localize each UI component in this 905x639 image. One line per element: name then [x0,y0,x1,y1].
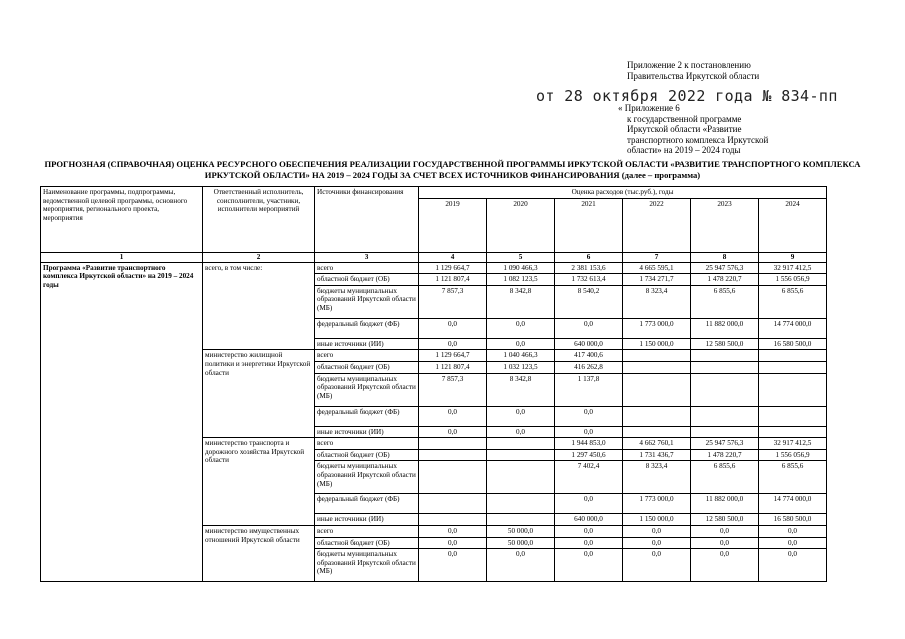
funding-source-cell: бюджеты муниципальных образований Иркутской области (МБ) [315,373,419,406]
amount-cell: 0,0 [623,525,691,537]
executor-cell: министерство жилищной политики и энергетики Иркутской области [203,350,315,438]
table-header-row [41,187,827,199]
decree-government-line: Правительства Иркутской области [627,71,760,81]
amount-cell: 7 857,3 [419,285,487,318]
amount-cell: 1 032 123,5 [487,361,555,373]
amount-cell: 1 556 056,9 [759,274,827,286]
amount-cell: 0,0 [555,537,623,549]
funding-source-cell: всего [315,525,419,537]
amount-cell [759,361,827,373]
amount-cell: 16 580 500,0 [759,514,827,526]
amount-cell: 0,0 [419,537,487,549]
amount-cell: 4 665 595,1 [623,262,691,274]
document-title [40,159,865,180]
amount-cell: 0,0 [487,318,555,338]
header-year: 2024 [759,199,827,253]
amount-cell: 0,0 [419,318,487,338]
amount-cell: 416 262,8 [555,361,623,373]
column-index: 6 [555,253,623,263]
amount-cell [691,426,759,438]
amount-cell: 640 000,0 [555,514,623,526]
column-index: 1 [41,253,203,263]
amount-cell: 25 947 576,3 [691,262,759,274]
amount-cell: 0,0 [419,525,487,537]
amount-cell: 1 150 000,0 [623,338,691,350]
amount-cell: 1 773 000,0 [623,318,691,338]
amount-cell: 417 400,6 [555,350,623,362]
amount-cell: 14 774 000,0 [759,318,827,338]
funding-source-cell: бюджеты муниципальных образований Иркутской области (МБ) [315,549,419,582]
annex-reference [618,103,803,156]
amount-cell: 0,0 [419,338,487,350]
amount-cell: 6 855,6 [691,461,759,494]
amount-cell: 0,0 [759,549,827,582]
header-funding-source: Источники финансирования [315,187,419,253]
amount-cell [487,494,555,514]
funding-table [40,186,827,582]
amount-cell [623,373,691,406]
amount-cell: 50 000,0 [487,537,555,549]
column-index: 2 [203,253,315,263]
funding-source-cell: всего [315,262,419,274]
amount-cell: 1 944 853,0 [555,438,623,450]
column-index: 9 [759,253,827,263]
funding-source-cell: иные источники (ИИ) [315,338,419,350]
amount-cell: 0,0 [419,549,487,582]
amount-cell: 0,0 [419,406,487,426]
amount-cell: 1 150 000,0 [623,514,691,526]
amount-cell: 0,0 [555,318,623,338]
amount-cell: 32 917 412,5 [759,262,827,274]
amount-cell: 0,0 [487,338,555,350]
header-year: 2021 [555,199,623,253]
amount-cell: 8 342,8 [487,373,555,406]
amount-cell [759,406,827,426]
annex-line: транспортного комплекса Иркутской [627,134,769,145]
amount-cell: 1 731 436,7 [623,449,691,461]
executor-cell: всего, в том числе: [203,262,315,350]
amount-cell [691,406,759,426]
amount-cell: 16 580 500,0 [759,338,827,350]
amount-cell: 1 129 664,7 [419,350,487,362]
funding-table-body [41,187,827,582]
amount-cell: 0,0 [419,426,487,438]
annex-line: к государственной программе [627,113,742,124]
amount-cell [419,438,487,450]
amount-cell [623,350,691,362]
amount-cell: 32 917 412,5 [759,438,827,450]
funding-source-cell: всего [315,350,419,362]
amount-cell: 0,0 [555,549,623,582]
column-index: 3 [315,253,419,263]
amount-cell: 0,0 [555,525,623,537]
column-index: 5 [487,253,555,263]
amount-cell [759,350,827,362]
amount-cell [691,361,759,373]
amount-cell: 6 855,6 [691,285,759,318]
header-cost-estimate: Оценка расходов (тыс.руб.), годы [419,187,827,199]
amount-cell [487,461,555,494]
funding-source-cell: бюджеты муниципальных образований Иркутской области (МБ) [315,461,419,494]
amount-cell: 11 882 000,0 [691,318,759,338]
decree-reference [627,60,897,82]
column-index: 4 [419,253,487,263]
table-row [41,262,827,274]
amount-cell: 6 855,6 [759,461,827,494]
funding-source-cell: областной бюджет (ОБ) [315,537,419,549]
amount-cell: 50 000,0 [487,525,555,537]
document-title-line: ПРОГНОЗНАЯ (СПРАВОЧНАЯ) ОЦЕНКА РЕСУРСНОГО ОБЕСПЕЧЕНИЯ РЕАЛИЗАЦИИ ГОСУДАРСТВЕННОЙ ПРОГРАММЫ ИРКУТСКОЙ ОБЛАСТИ «РАЗВИТИЕ ТРАНСПОРТНОГО КОМПЛЕКСА [44,159,861,169]
column-index: 7 [623,253,691,263]
amount-cell: 0,0 [691,537,759,549]
annex-line: Иркутской области «Развитие [627,124,742,134]
header-year: 2019 [419,199,487,253]
column-index-row [41,253,827,263]
amount-cell: 1 082 123,5 [487,274,555,286]
amount-cell: 8 323,4 [623,461,691,494]
amount-cell [487,449,555,461]
amount-cell [419,514,487,526]
header-executor: Ответственный исполнитель, соисполнители, участники, исполнители мероприятий [203,187,315,253]
decree-date-stamp: от 28 октября 2022 года № 834-пп [536,87,838,105]
amount-cell: 0,0 [759,537,827,549]
amount-cell: 8 342,8 [487,285,555,318]
funding-source-cell: областной бюджет (ОБ) [315,449,419,461]
amount-cell: 1 734 271,7 [623,274,691,286]
amount-cell [691,373,759,406]
amount-cell [759,373,827,406]
amount-cell: 1 129 664,7 [419,262,487,274]
amount-cell [623,361,691,373]
amount-cell [487,438,555,450]
amount-cell: 1 090 466,3 [487,262,555,274]
amount-cell: 1 478 220,7 [691,449,759,461]
amount-cell: 0,0 [555,494,623,514]
amount-cell: 0,0 [487,549,555,582]
amount-cell: 25 947 576,3 [691,438,759,450]
header-year: 2022 [623,199,691,253]
amount-cell: 1 556 056,9 [759,449,827,461]
amount-cell: 0,0 [623,537,691,549]
column-index: 8 [691,253,759,263]
funding-source-cell: иные источники (ИИ) [315,514,419,526]
amount-cell: 0,0 [691,549,759,582]
amount-cell: 0,0 [487,426,555,438]
amount-cell: 1 040 466,3 [487,350,555,362]
amount-cell: 640 000,0 [555,338,623,350]
amount-cell: 0,0 [759,525,827,537]
amount-cell: 0,0 [691,525,759,537]
amount-cell: 4 662 760,1 [623,438,691,450]
amount-cell: 7 857,3 [419,373,487,406]
amount-cell [623,406,691,426]
amount-cell: 1 773 000,0 [623,494,691,514]
amount-cell [419,449,487,461]
amount-cell: 0,0 [555,406,623,426]
amount-cell: 1 137,8 [555,373,623,406]
amount-cell: 1 732 613,4 [555,274,623,286]
amount-cell: 1 121 807,4 [419,274,487,286]
annex-line: « Приложение 6 [618,103,680,113]
annex-line: области» на 2019 – 2024 годы [627,145,741,155]
amount-cell: 1 297 450,6 [555,449,623,461]
amount-cell: 1 121 807,4 [419,361,487,373]
header-year: 2023 [691,199,759,253]
amount-cell: 7 402,4 [555,461,623,494]
amount-cell [691,350,759,362]
amount-cell: 0,0 [555,426,623,438]
funding-source-cell: иные источники (ИИ) [315,426,419,438]
amount-cell: 6 855,6 [759,285,827,318]
amount-cell: 12 580 500,0 [691,514,759,526]
amount-cell [419,461,487,494]
decree-appendix-line: Приложение 2 к постановлению [627,60,751,70]
executor-cell: министерство имущественных отношений Иркутской области [203,525,315,581]
amount-cell: 11 882 000,0 [691,494,759,514]
executor-cell: министерство транспорта и дорожного хозяйства Иркутской области [203,438,315,526]
amount-cell: 14 774 000,0 [759,494,827,514]
funding-source-cell: федеральный бюджет (ФБ) [315,318,419,338]
header-program-name: Наименование программы, подпрограммы, ведомственной целевой программы, основного мероприятия, регионального проекта, мероприятия [41,187,203,253]
amount-cell: 8 323,4 [623,285,691,318]
document-title-line: ИРКУТСКОЙ ОБЛАСТИ» НА 2019 – 2024 ГОДЫ ЗА СЧЕТ ВСЕХ ИСТОЧНИКОВ ФИНАНСИРОВАНИЯ (далее – программа) [204,169,701,180]
funding-source-cell: областной бюджет (ОБ) [315,274,419,286]
funding-source-cell: федеральный бюджет (ФБ) [315,494,419,514]
amount-cell: 8 540,2 [555,285,623,318]
amount-cell: 0,0 [487,406,555,426]
amount-cell [487,514,555,526]
funding-source-cell: бюджеты муниципальных образований Иркутской области (МБ) [315,285,419,318]
amount-cell: 0,0 [623,549,691,582]
amount-cell [759,426,827,438]
funding-source-cell: федеральный бюджет (ФБ) [315,406,419,426]
header-year: 2020 [487,199,555,253]
amount-cell [623,426,691,438]
amount-cell: 1 478 220,7 [691,274,759,286]
amount-cell: 12 580 500,0 [691,338,759,350]
amount-cell [419,494,487,514]
amount-cell: 2 381 153,6 [555,262,623,274]
funding-source-cell: областной бюджет (ОБ) [315,361,419,373]
funding-source-cell: всего [315,438,419,450]
program-name-cell: Программа «Развитие транспортного комплекса Иркутской области» на 2019 – 2024 годы [41,262,203,582]
